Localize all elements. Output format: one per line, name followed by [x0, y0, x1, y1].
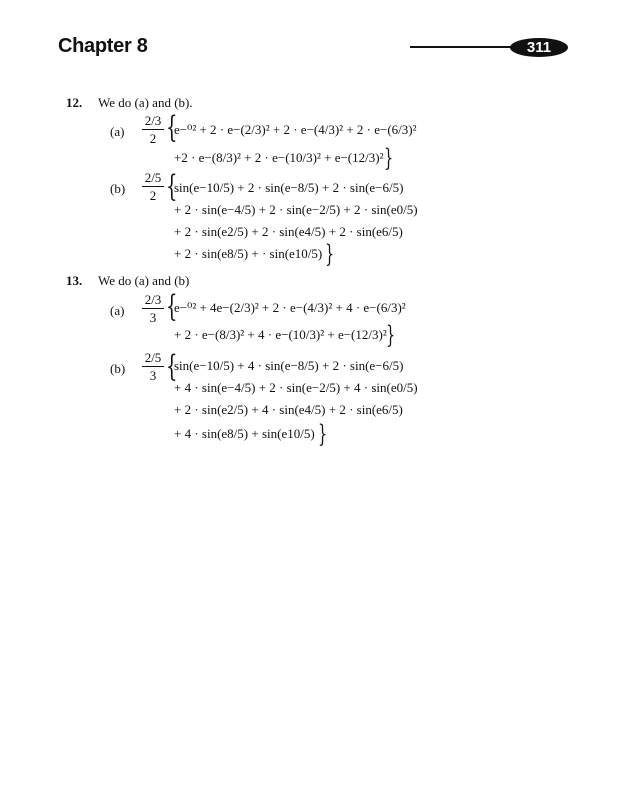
- problem-12a-line-2: +2 · e−(8/3)² + 2 · e−(10/3)² + e−(12/3)²: [174, 150, 384, 165]
- problem-12b-line-1: sin(e−10/5) + 2 · sin(e−8/5) + 2 · sin(e−6/5): [174, 180, 404, 195]
- right-brace: }: [384, 144, 394, 172]
- fraction-denominator: 3: [149, 368, 157, 383]
- problem-12-number: 12.: [66, 95, 83, 110]
- problem-13b-fraction: [142, 350, 164, 383]
- problem-13a-line-1: e−⁰² + 4e−(2/3)² + 2 · e−(4/3)² + 4 · e−(6/3)²: [174, 300, 406, 315]
- right-brace: }: [386, 321, 396, 349]
- problem-13b-line-2: + 4 · sin(e−4/5) + 2 · sin(e−2/5) + 4 · sin(e0/5): [174, 380, 418, 395]
- fraction-numerator: 2/5: [144, 170, 162, 185]
- problem-12b-label: (b): [110, 181, 126, 196]
- problem-12b-line-4: + 2 · sin(e8/5) + · sin(e10/5): [174, 246, 323, 261]
- left-brace: {: [166, 289, 178, 324]
- problem-13-text: We do (a) and (b): [98, 273, 190, 288]
- chapter-title: Chapter 8: [58, 35, 148, 57]
- problem-12a-label: (a): [110, 124, 125, 139]
- problem-13-number: 13.: [66, 273, 83, 288]
- fraction-denominator: 2: [149, 188, 157, 203]
- fraction-numerator: 2/5: [144, 350, 162, 365]
- right-brace: }: [318, 420, 328, 448]
- page-header: [0, 0, 620, 70]
- problem-13a-label: (a): [110, 303, 125, 318]
- problem-13b-line-1: sin(e−10/5) + 4 · sin(e−8/5) + 2 · sin(e−6/5): [174, 358, 404, 373]
- fraction-numerator: 2/3: [144, 113, 162, 128]
- problem-13a-fraction: [142, 292, 164, 325]
- left-brace: {: [166, 169, 178, 204]
- problem-13b-line-4: + 4 · sin(e8/5) + sin(e10/5): [174, 426, 315, 441]
- left-brace: {: [166, 110, 178, 145]
- problem-12b-line-3: + 2 · sin(e2/5) + 2 · sin(e4/5) + 2 · sin(e6/5): [174, 224, 403, 239]
- problem-12a-line-1: e−⁰² + 2 · e−(2/3)² + 2 · e−(4/3)² + 2 · e−(6/3)²: [174, 122, 417, 137]
- problem-13a-line-2: + 2 · e−(8/3)² + 4 · e−(10/3)² + e−(12/3)²: [174, 327, 387, 342]
- fraction-bar: [142, 129, 164, 130]
- fraction-bar: [142, 186, 164, 187]
- fraction-bar: [142, 308, 164, 309]
- problem-12a-fraction: [142, 113, 164, 146]
- right-brace: }: [325, 240, 335, 268]
- fraction-bar: [142, 366, 164, 367]
- fraction-numerator: 2/3: [144, 292, 162, 307]
- problem-13b-label: (b): [110, 361, 126, 376]
- fraction-denominator: 3: [149, 310, 157, 325]
- left-brace: {: [166, 349, 178, 384]
- problem-12-text: We do (a) and (b).: [98, 95, 193, 110]
- page-number-badge: 311: [510, 38, 568, 57]
- problem-12b-fraction: [142, 170, 164, 203]
- problem-13b-line-3: + 2 · sin(e2/5) + 4 · sin(e4/5) + 2 · sin(e6/5): [174, 402, 403, 417]
- fraction-denominator: 2: [149, 131, 157, 146]
- problem-12b-line-2: + 2 · sin(e−4/5) + 2 · sin(e−2/5) + 2 · sin(e0/5): [174, 202, 418, 217]
